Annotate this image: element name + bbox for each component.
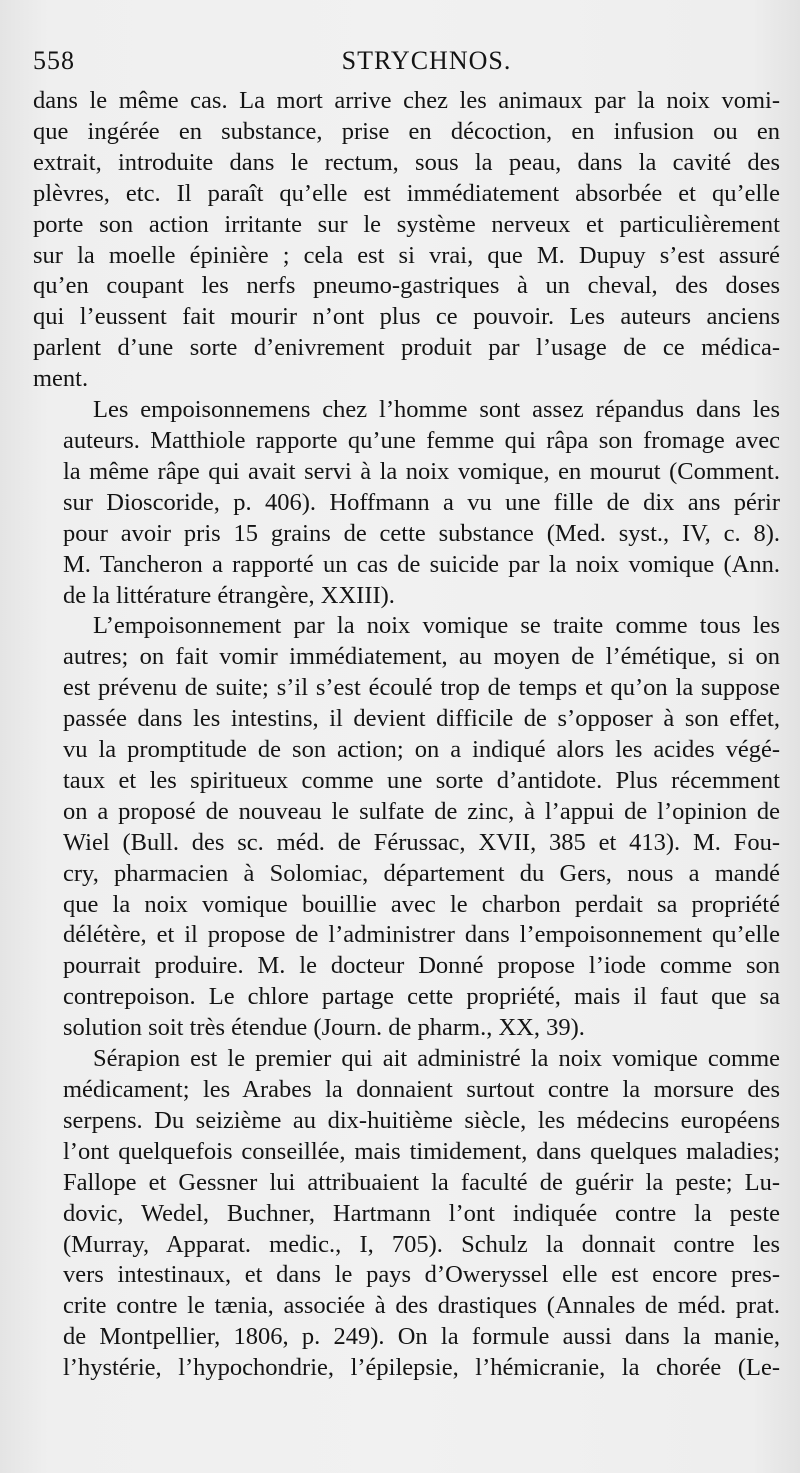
text-line: de Montpellier, 1806, p. 249). On la formule aussi dans la manie, bbox=[63, 1323, 780, 1351]
paragraph-2 bbox=[33, 395, 780, 611]
text-line: pourrait produire. M. le docteur Donné propose l’iode comme son bbox=[63, 952, 780, 980]
text-line: serpens. Du seizième au dix-huitième siècle, les médecins européens bbox=[63, 1106, 780, 1134]
text-line: Wiel (Bull. des sc. méd. de Férussac, XVII, 385 et 413). M. Fou- bbox=[63, 828, 780, 856]
text-line: l’hystérie, l’hypochondrie, l’épilepsie, l’hémicranie, la chorée (Le- bbox=[63, 1354, 780, 1382]
paragraph-3 bbox=[33, 611, 780, 1044]
text-line: l’ont quelquefois conseillée, mais timidement, dans quelques maladies; bbox=[63, 1137, 780, 1165]
text-line: qu’en coupant les nerfs pneumo-gastriques à un cheval, des doses bbox=[33, 272, 780, 300]
text-line: pour avoir pris 15 grains de cette substance (Med. syst., IV, c. 8). bbox=[63, 519, 780, 547]
text-line: vu la promptitude de son action; on a indiqué alors les acides végé- bbox=[63, 736, 780, 764]
text-line: Fallope et Gessner lui attribuaient la faculté de guérir la peste; Lu- bbox=[63, 1168, 780, 1196]
text-line: (Murray, Apparat. medic., I, 705). Schulz la donnait contre les bbox=[63, 1230, 780, 1258]
text-line: porte son action irritante sur le système nerveux et particulièrement bbox=[33, 210, 780, 238]
text-line: de la littérature étrangère, XXIII). bbox=[63, 581, 395, 609]
text-line: délétère, et il propose de l’administrer dans l’empoisonnement qu’elle bbox=[63, 921, 780, 949]
text-line: autres; on fait vomir immédiatement, au moyen de l’émétique, si on bbox=[63, 643, 780, 671]
text-line: Les empoisonnemens chez l’homme sont assez répandus dans les bbox=[93, 396, 780, 424]
text-line: contrepoison. Le chlore partage cette propriété, mais il faut que sa bbox=[63, 983, 780, 1011]
paragraph-1 bbox=[33, 86, 780, 395]
body-text bbox=[33, 86, 780, 1384]
page-number: 558 bbox=[33, 46, 75, 75]
text-line: extrait, introduite dans le rectum, sous la peau, dans la cavité des bbox=[33, 148, 780, 176]
text-line: crite contre le tænia, associée à des drastiques (Annales de méd. prat. bbox=[63, 1292, 780, 1320]
text-line: la même râpe qui avait servi à la noix vomique, en mourut (Comment. bbox=[63, 457, 780, 485]
paragraph-4 bbox=[33, 1044, 780, 1384]
text-line: on a proposé de nouveau le sulfate de zinc, à l’appui de l’opinion de bbox=[63, 797, 780, 825]
text-line: ment. bbox=[33, 365, 89, 393]
text-line: L’empoisonnement par la noix vomique se traite comme tous les bbox=[93, 612, 780, 640]
running-head bbox=[33, 46, 780, 86]
text-line: taux et les spiritueux comme une sorte d’antidote. Plus récemment bbox=[63, 766, 780, 794]
text-line: est prévenu de suite; s’il s’est écoulé trop de temps et qu’on la suppose bbox=[63, 674, 780, 702]
text-line: que la noix vomique bouillie avec le charbon perdait sa propriété bbox=[63, 890, 780, 918]
text-line: sur la moelle épinière ; cela est si vrai, que M. Dupuy s’est assuré bbox=[33, 241, 780, 269]
text-line: médicament; les Arabes la donnaient surtout contre la morsure des bbox=[63, 1076, 780, 1103]
text-line: Sérapion est le premier qui ait administré la noix vomique comme bbox=[93, 1045, 780, 1073]
text-line: dans le même cas. La mort arrive chez les animaux par la noix vomi- bbox=[33, 87, 780, 114]
text-line: sur Dioscoride, p. 406). Hoffmann a vu une fille de dix ans périr bbox=[63, 488, 780, 516]
text-line: cry, pharmacien à Solomiac, département du Gers, nous a mandé bbox=[63, 859, 780, 887]
text-line: que ingérée en substance, prise en décoction, en infusion ou en bbox=[33, 117, 780, 145]
running-title: STRYCHNOS. bbox=[341, 46, 512, 75]
text-line: passée dans les intestins, il devient difficile de s’opposer à son effet, bbox=[63, 705, 780, 733]
text-line: solution soit très étendue (Journ. de pharm., XX, 39). bbox=[63, 1014, 585, 1042]
text-line: qui l’eussent fait mourir n’ont plus ce pouvoir. Les auteurs anciens bbox=[33, 303, 780, 331]
text-line: vers intestinaux, et dans le pays d’Oweryssel elle est encore pres- bbox=[63, 1261, 780, 1289]
text-line: auteurs. Matthiole rapporte qu’une femme qui râpa son fromage avec bbox=[63, 426, 780, 454]
text-line: plèvres, etc. Il paraît qu’elle est immédiatement absorbée et qu’elle bbox=[33, 179, 780, 207]
text-line: parlent d’une sorte d’enivrement produit par l’usage de ce médica- bbox=[33, 334, 780, 362]
text-line: M. Tancheron a rapporté un cas de suicide par la noix vomique (Ann. bbox=[63, 550, 780, 578]
text-line: dovic, Wedel, Buchner, Hartmann l’ont indiquée contre la peste bbox=[63, 1199, 780, 1227]
